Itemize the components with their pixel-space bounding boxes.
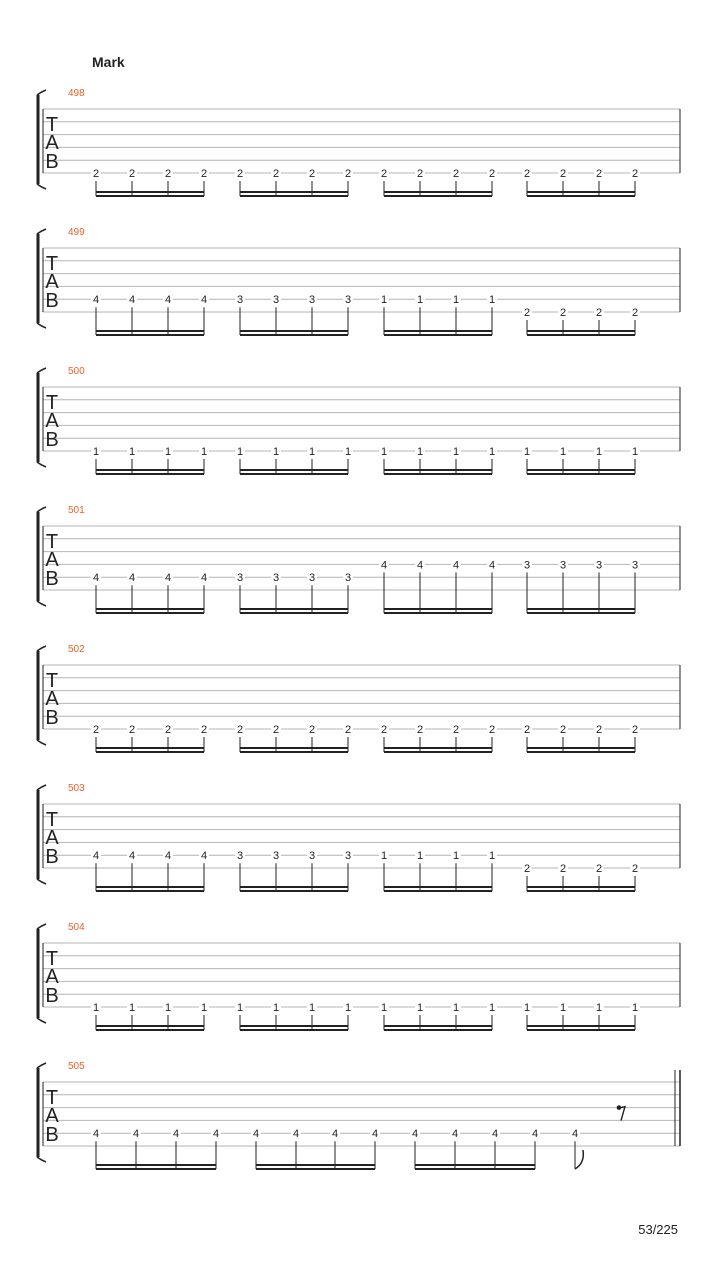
fret-number: 1 (452, 1002, 460, 1014)
tab-system (37, 644, 680, 753)
tab-clef-letter: T (45, 392, 59, 414)
bracket-hook-top (37, 507, 46, 512)
fret-number: 4 (451, 1128, 459, 1141)
beam-secondary (527, 1029, 635, 1031)
beam-secondary (96, 612, 204, 614)
fret-number: 4 (411, 1128, 419, 1141)
fret-number: 3 (344, 850, 352, 863)
fret-number: 1 (344, 446, 352, 458)
fret-number: 1 (559, 446, 567, 458)
beam-primary (240, 330, 348, 332)
fret-number: 1 (92, 1002, 100, 1014)
measure-number: 501 (68, 505, 85, 516)
beam-primary (384, 608, 492, 610)
beam-primary (527, 886, 635, 888)
tab-clef-letter: T (45, 114, 59, 136)
page-indicator: 53/225 (638, 1222, 678, 1237)
fret-number: 3 (308, 572, 316, 585)
beam-secondary (384, 473, 492, 475)
beam-primary (96, 1025, 204, 1027)
fret-number: 4 (331, 1128, 339, 1141)
fret-number: 1 (380, 294, 388, 307)
tab-system (37, 783, 680, 892)
beam-primary (96, 330, 204, 332)
beam-secondary (240, 890, 348, 892)
beam-secondary (96, 1029, 204, 1031)
tab-clef-letter: A (45, 827, 59, 849)
measure-number: 504 (68, 922, 85, 933)
fret-number: 3 (272, 572, 280, 585)
tab-clef-letter: B (45, 568, 59, 590)
tab-clef-letter: A (45, 271, 59, 293)
fret-number: 2 (559, 724, 567, 736)
fret-number: 2 (523, 863, 531, 875)
fret-number: 2 (488, 168, 496, 180)
beam-primary (240, 1025, 348, 1027)
fret-number: 4 (92, 850, 100, 863)
tab-system (37, 922, 680, 1031)
fret-number: 2 (380, 168, 388, 180)
beam-secondary (384, 751, 492, 753)
fret-number: 2 (631, 168, 639, 180)
fret-number: 4 (200, 294, 208, 307)
tab-clef-letter: B (45, 985, 59, 1007)
fret-number: 2 (559, 863, 567, 875)
bracket-hook-bottom (37, 462, 46, 467)
fret-number: 2 (344, 168, 352, 180)
fret-number: 4 (491, 1128, 499, 1141)
fret-number: 4 (200, 850, 208, 863)
fret-number: 2 (164, 724, 172, 736)
fret-number: 1 (92, 446, 100, 458)
measure-number: 498 (68, 88, 85, 99)
tab-clef-letter: B (45, 846, 59, 868)
fret-number: 1 (631, 446, 639, 458)
tab-clef-letter: T (45, 809, 59, 831)
fret-number: 4 (488, 559, 496, 572)
beam-secondary (96, 751, 204, 753)
beam-primary (384, 330, 492, 332)
fret-number: 3 (631, 559, 639, 572)
beam-secondary (527, 612, 635, 614)
beam-primary (527, 608, 635, 610)
fret-number: 1 (380, 850, 388, 863)
beam-primary (96, 1164, 216, 1166)
tab-clef-letter: B (45, 151, 59, 173)
beam-primary (527, 191, 635, 193)
eighth-flag (575, 1150, 583, 1169)
bracket-hook-top (37, 646, 46, 651)
fret-number: 2 (344, 724, 352, 736)
beam-secondary (96, 1168, 216, 1170)
beam-primary (256, 1164, 375, 1166)
fret-number: 4 (128, 294, 136, 307)
fret-number: 4 (452, 559, 460, 572)
measure-number: 503 (68, 783, 85, 794)
tab-clef-letter: A (45, 549, 59, 571)
beam-secondary (256, 1168, 375, 1170)
beam-primary (240, 191, 348, 193)
fret-number: 2 (308, 168, 316, 180)
measure-number: 500 (68, 366, 85, 377)
beam-secondary (240, 612, 348, 614)
fret-number: 2 (523, 307, 531, 319)
fret-number: 1 (488, 1002, 496, 1014)
beam-secondary (384, 890, 492, 892)
fret-number: 1 (380, 1002, 388, 1014)
fret-number: 1 (452, 850, 460, 863)
fret-number: 2 (308, 724, 316, 736)
bracket-hook-top (37, 924, 46, 929)
fret-number: 2 (523, 724, 531, 736)
tab-clef-letter: A (45, 132, 59, 154)
fret-number: 1 (200, 446, 208, 458)
fret-number: 2 (236, 724, 244, 736)
fret-number: 2 (559, 168, 567, 180)
fret-number: 2 (164, 168, 172, 180)
fret-number: 4 (172, 1128, 180, 1141)
fret-number: 2 (595, 168, 603, 180)
fret-number: 2 (416, 724, 424, 736)
fret-number: 4 (164, 572, 172, 585)
fret-number: 2 (452, 724, 460, 736)
beam-secondary (415, 1168, 535, 1170)
bracket-hook-top (37, 368, 46, 373)
measure-number: 499 (68, 227, 85, 238)
tab-clef-letter: T (45, 1087, 59, 1109)
beam-secondary (527, 473, 635, 475)
beam-secondary (384, 612, 492, 614)
fret-number: 4 (92, 294, 100, 307)
fret-number: 2 (380, 724, 388, 736)
tab-clef-letter: A (45, 688, 59, 710)
fret-number: 2 (92, 724, 100, 736)
beam-primary (96, 191, 204, 193)
bracket-hook-top (37, 1063, 46, 1068)
beam-primary (240, 886, 348, 888)
tab-clef-letter: B (45, 290, 59, 312)
fret-number: 1 (164, 1002, 172, 1014)
fret-number: 1 (416, 1002, 424, 1014)
fret-number: 1 (488, 294, 496, 307)
beam-primary (96, 886, 204, 888)
fret-number: 4 (371, 1128, 379, 1141)
beam-primary (527, 469, 635, 471)
track-name: Mark (92, 54, 125, 70)
fret-number: 1 (128, 446, 136, 458)
fret-number: 4 (164, 294, 172, 307)
beam-primary (384, 1025, 492, 1027)
fret-number: 3 (236, 850, 244, 863)
fret-number: 1 (416, 850, 424, 863)
fret-number: 2 (595, 307, 603, 319)
beam-secondary (527, 751, 635, 753)
tab-system (37, 88, 680, 197)
fret-number: 2 (272, 724, 280, 736)
tab-clef-letter: T (45, 948, 59, 970)
fret-number: 4 (531, 1128, 539, 1141)
tab-clef-letter: B (45, 707, 59, 729)
bracket-hook-bottom (37, 601, 46, 606)
beam-secondary (240, 751, 348, 753)
beam-secondary (527, 890, 635, 892)
fret-number: 1 (272, 446, 280, 458)
fret-number: 3 (344, 572, 352, 585)
beam-secondary (240, 1029, 348, 1031)
fret-number: 2 (488, 724, 496, 736)
bracket-hook-top (37, 785, 46, 790)
fret-number: 2 (272, 168, 280, 180)
beam-primary (384, 191, 492, 193)
fret-number: 1 (380, 446, 388, 458)
fret-number: 3 (595, 559, 603, 572)
fret-number: 4 (132, 1128, 140, 1141)
fret-number: 4 (571, 1128, 579, 1141)
beam-primary (240, 747, 348, 749)
fret-number: 2 (92, 168, 100, 180)
tab-clef-letter: B (45, 1124, 59, 1146)
tab-clef-letter: T (45, 670, 59, 692)
fret-number: 4 (200, 572, 208, 585)
bracket-hook-bottom (37, 879, 46, 884)
fret-number: 1 (523, 1002, 531, 1014)
fret-number: 1 (236, 1002, 244, 1014)
fret-number: 1 (416, 294, 424, 307)
fret-number: 2 (452, 168, 460, 180)
beam-primary (96, 608, 204, 610)
fret-number: 2 (631, 307, 639, 319)
tab-clef-letter: A (45, 410, 59, 432)
tab-clef-letter: B (45, 429, 59, 451)
beam-secondary (96, 890, 204, 892)
bracket-hook-bottom (37, 184, 46, 189)
fret-number: 2 (559, 307, 567, 319)
beam-secondary (384, 334, 492, 336)
fret-number: 1 (272, 1002, 280, 1014)
fret-number: 4 (92, 1128, 100, 1141)
beam-secondary (96, 473, 204, 475)
fret-number: 1 (200, 1002, 208, 1014)
fret-number: 1 (308, 1002, 316, 1014)
fret-number: 2 (416, 168, 424, 180)
fret-number: 1 (308, 446, 316, 458)
fret-number: 3 (559, 559, 567, 572)
tab-clef-letter: A (45, 1105, 59, 1127)
fret-number: 2 (200, 724, 208, 736)
fret-number: 2 (595, 863, 603, 875)
beam-secondary (96, 334, 204, 336)
fret-number: 4 (92, 572, 100, 585)
fret-number: 3 (236, 572, 244, 585)
fret-number: 4 (252, 1128, 260, 1141)
fret-number: 3 (344, 294, 352, 307)
fret-number: 2 (128, 724, 136, 736)
beam-primary (240, 469, 348, 471)
fret-number: 1 (128, 1002, 136, 1014)
beam-primary (384, 747, 492, 749)
beam-primary (96, 747, 204, 749)
bracket-hook-bottom (37, 1018, 46, 1023)
beam-secondary (240, 195, 348, 197)
fret-number: 1 (559, 1002, 567, 1014)
beam-primary (527, 330, 635, 332)
fret-number: 1 (488, 446, 496, 458)
beam-primary (415, 1164, 535, 1166)
beam-primary (527, 1025, 635, 1027)
beam-primary (384, 886, 492, 888)
bracket-hook-top (37, 229, 46, 234)
tab-system (37, 1061, 680, 1170)
fret-number: 1 (236, 446, 244, 458)
beam-secondary (384, 195, 492, 197)
fret-number: 2 (595, 724, 603, 736)
measure-number: 502 (68, 644, 85, 655)
fret-number: 2 (200, 168, 208, 180)
fret-number: 1 (452, 446, 460, 458)
fret-number: 4 (416, 559, 424, 572)
fret-number: 1 (631, 1002, 639, 1014)
bracket-hook-bottom (37, 740, 46, 745)
tab-clef-letter: A (45, 966, 59, 988)
fret-number: 4 (128, 572, 136, 585)
beam-primary (384, 469, 492, 471)
bracket-hook-top (37, 90, 46, 95)
bracket-hook-bottom (37, 1157, 46, 1162)
fret-number: 1 (452, 294, 460, 307)
beam-secondary (240, 334, 348, 336)
tab-clef-letter: T (45, 253, 59, 275)
fret-number: 2 (631, 724, 639, 736)
tab-system (37, 366, 680, 475)
fret-number: 2 (523, 168, 531, 180)
beam-secondary (240, 473, 348, 475)
fret-number: 1 (344, 1002, 352, 1014)
fret-number: 4 (292, 1128, 300, 1141)
fret-number: 4 (128, 850, 136, 863)
fret-number: 4 (164, 850, 172, 863)
tab-clef-letter: T (45, 531, 59, 553)
fret-number: 2 (236, 168, 244, 180)
fret-number: 3 (272, 294, 280, 307)
fret-number: 1 (488, 850, 496, 863)
beam-secondary (384, 1029, 492, 1031)
fret-number: 1 (164, 446, 172, 458)
bracket-hook-bottom (37, 323, 46, 328)
fret-number: 1 (595, 446, 603, 458)
tab-system (37, 505, 680, 614)
fret-number: 3 (272, 850, 280, 863)
fret-number: 4 (212, 1128, 220, 1141)
fret-number: 4 (380, 559, 388, 572)
measure-number: 505 (68, 1061, 85, 1072)
fret-number: 1 (595, 1002, 603, 1014)
beam-secondary (96, 195, 204, 197)
fret-number: 3 (308, 294, 316, 307)
fret-number: 3 (523, 559, 531, 572)
fret-number: 2 (128, 168, 136, 180)
fret-number: 3 (236, 294, 244, 307)
fret-number: 3 (308, 850, 316, 863)
beam-primary (240, 608, 348, 610)
tab-system (37, 227, 680, 336)
beam-primary (96, 469, 204, 471)
beam-primary (527, 747, 635, 749)
beam-secondary (527, 195, 635, 197)
fret-number: 1 (416, 446, 424, 458)
beam-secondary (527, 334, 635, 336)
fret-number: 1 (523, 446, 531, 458)
fret-number: 2 (631, 863, 639, 875)
